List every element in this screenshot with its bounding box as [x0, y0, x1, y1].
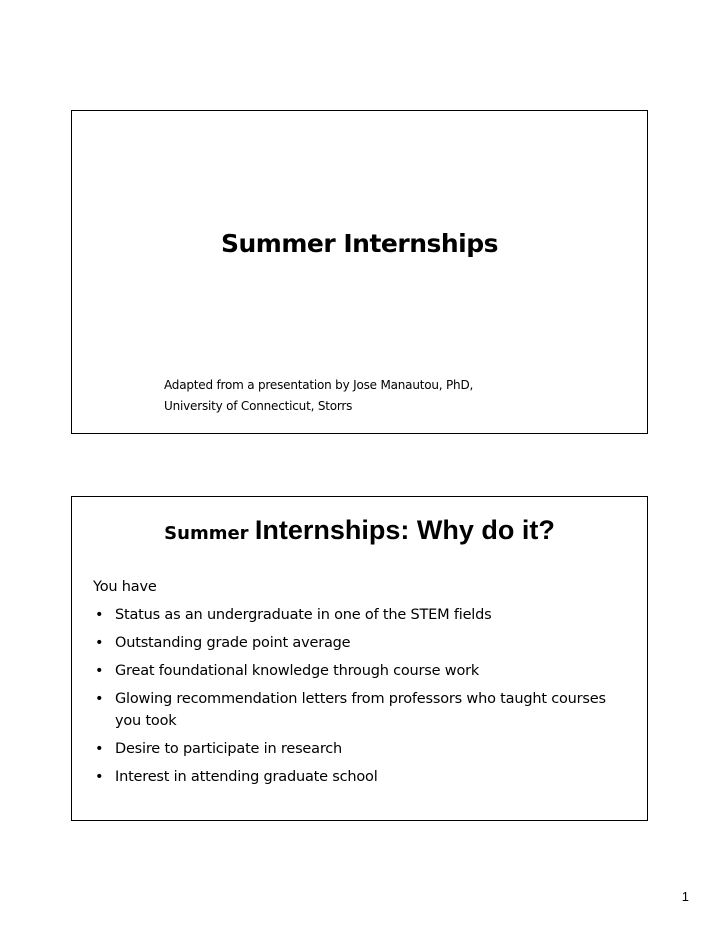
bullet-text: Outstanding grade point average: [115, 635, 351, 651]
bullet-icon: •: [95, 635, 104, 651]
bullet-icon: •: [95, 769, 104, 785]
bullet-text: Status as an undergraduate in one of the STEM fields: [115, 607, 492, 623]
bullet-icon: •: [95, 741, 104, 757]
bullet-icon: •: [95, 691, 104, 707]
bullet-item: [93, 763, 633, 791]
slide-2-title-part-2: Internships: Why do it?: [254, 515, 555, 545]
bullet-item: [93, 629, 633, 657]
bullet-item: [93, 657, 633, 685]
bullet-list: [93, 601, 633, 791]
bullet-text: Interest in attending graduate school: [115, 769, 378, 785]
bullet-text: Desire to participate in research: [115, 741, 343, 757]
slide-1-title: Summer Internships: [220, 229, 499, 258]
slide-2-title-part-1: Summer: [164, 523, 255, 544]
subtitle-line-1: Adapted from a presentation by Jose Manautou, PhD,: [164, 378, 474, 392]
subtitle-line-2: University of Connecticut, Storrs: [164, 399, 353, 413]
bullet-text: Glowing recommendation letters from professors who taught courses you took: [115, 691, 606, 729]
bullet-item: [93, 735, 633, 763]
bullet-icon: •: [95, 663, 104, 679]
slide-1: [71, 110, 648, 434]
slide-2-body: [93, 573, 633, 791]
bullet-text: Great foundational knowledge through course work: [115, 663, 480, 679]
slide-1-subtitle: [164, 375, 473, 417]
bullet-icon: •: [95, 607, 104, 623]
page-number: 1: [681, 889, 689, 904]
bullet-item: [93, 685, 633, 735]
slide-2-title: [72, 515, 647, 546]
slide-2: [71, 496, 648, 821]
bullet-item: [93, 601, 633, 629]
intro-text: You have: [93, 579, 157, 595]
